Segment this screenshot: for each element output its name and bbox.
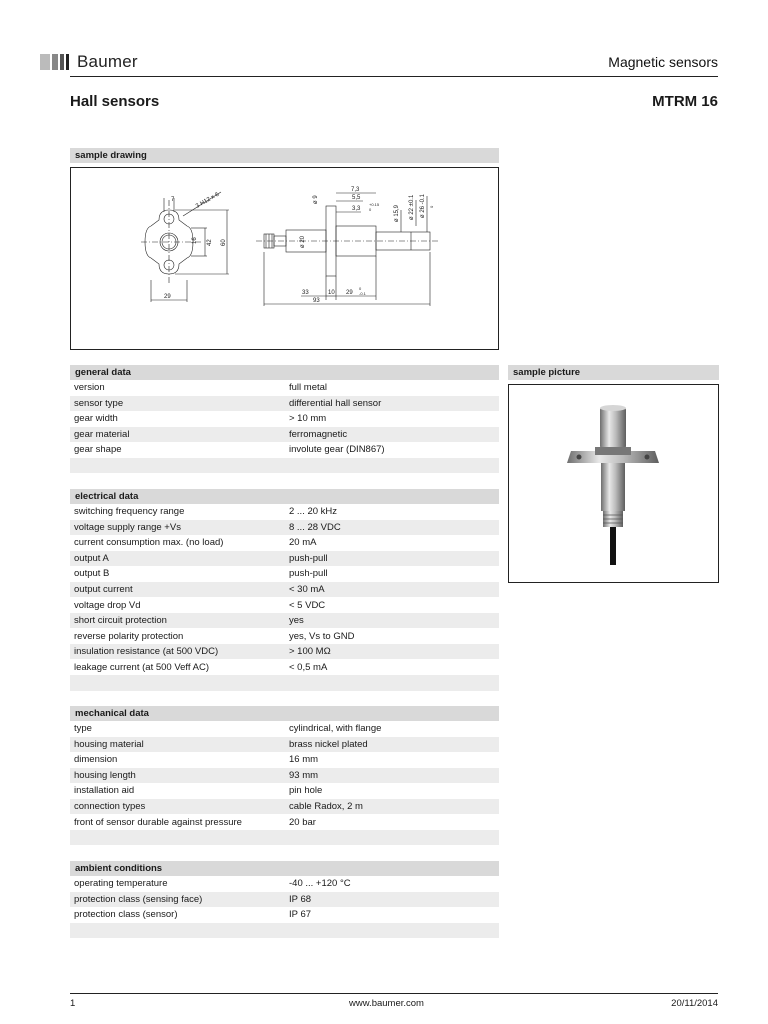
spec-label: insulation resistance (at 500 VDC)	[70, 644, 285, 660]
table-row	[70, 613, 499, 629]
document-date: 20/11/2014	[671, 998, 718, 1009]
table-row	[70, 566, 499, 582]
spec-value: 2 ... 20 kHz	[289, 506, 338, 518]
spec-label	[70, 458, 285, 474]
ambient-conditions-section	[70, 861, 499, 938]
baumer-logo	[40, 53, 138, 71]
svg-text:ø 26 -0.1: ø 26 -0.1	[420, 193, 426, 218]
spec-label	[70, 923, 285, 939]
table-row	[70, 737, 499, 753]
ambient-conditions-heading: ambient conditions	[70, 861, 499, 876]
table-row	[70, 458, 499, 474]
logo-mark-icon	[40, 54, 69, 70]
svg-text:7,3: 7,3	[351, 187, 360, 193]
svg-text:ø 22 ±0.1: ø 22 ±0.1	[409, 194, 415, 220]
svg-text:42: 42	[207, 239, 213, 246]
spec-value	[285, 675, 499, 691]
website-link[interactable]: www.baumer.com	[349, 998, 424, 1009]
spec-value: 8 ... 28 VDC	[285, 520, 499, 536]
spec-label: gear width	[74, 413, 118, 425]
spec-value: 16 mm	[289, 754, 319, 766]
ambient-conditions-table	[70, 876, 499, 938]
table-row	[70, 659, 499, 675]
spec-label: voltage supply range +Vs	[70, 520, 285, 536]
svg-text:-0.1: -0.1	[359, 291, 366, 296]
table-row	[70, 675, 499, 691]
spec-value: < 30 mA	[285, 582, 499, 598]
spec-value: > 10 mm	[289, 413, 327, 425]
table-row	[70, 411, 499, 427]
mechanical-data-heading: mechanical data	[70, 706, 499, 721]
spec-label: protection class (sensing face)	[70, 892, 285, 908]
spec-label	[70, 675, 285, 691]
electrical-data-heading: electrical data	[70, 489, 499, 504]
model-number: MTRM 16	[652, 93, 718, 110]
table-row	[70, 876, 499, 892]
table-row	[70, 628, 499, 644]
spec-label: current consumption max. (no load)	[74, 537, 224, 549]
spec-value: -40 ... +120 °C	[289, 878, 351, 890]
table-row	[70, 551, 499, 567]
spec-label: version	[74, 382, 105, 394]
spec-label: front of sensor durable against pressure	[74, 816, 242, 828]
spec-label: leakage current (at 500 Veff AC)	[74, 661, 210, 673]
svg-text:29: 29	[164, 294, 171, 300]
drawing-heading: sample drawing	[70, 148, 499, 163]
electrical-data-table	[70, 504, 499, 691]
table-row	[70, 396, 499, 412]
spec-label: operating temperature	[74, 878, 168, 890]
sensor-photo-icon	[509, 385, 718, 582]
svg-text:ø 20: ø 20	[300, 235, 306, 248]
table-row	[70, 582, 499, 598]
svg-text:5,5: 5,5	[352, 195, 361, 201]
spec-value: full metal	[289, 382, 328, 394]
svg-text:10: 10	[328, 290, 335, 296]
picture-heading: sample picture	[508, 365, 719, 380]
spec-label: gear shape	[74, 444, 122, 456]
table-row	[70, 721, 499, 737]
svg-text:93: 93	[313, 298, 320, 304]
page-number: 1	[70, 998, 76, 1009]
table-row	[70, 535, 499, 551]
table-row	[70, 814, 499, 830]
spec-label: gear material	[70, 427, 285, 443]
table-row	[70, 597, 499, 613]
spec-label: connection types	[70, 799, 285, 815]
mechanical-data-table	[70, 721, 499, 845]
spec-value: yes, Vs to GND	[289, 630, 355, 642]
spec-label: housing material	[70, 737, 285, 753]
table-row	[70, 504, 499, 520]
svg-text:7: 7	[171, 197, 175, 203]
svg-text:0: 0	[429, 205, 434, 208]
spec-label: housing length	[70, 768, 285, 784]
spec-value	[285, 458, 499, 474]
spec-label: output B	[74, 568, 110, 580]
spec-value: cylindrical, with flange	[289, 723, 382, 735]
svg-text:16: 16	[192, 237, 198, 244]
spec-value: cable Radox, 2 m	[285, 799, 499, 815]
spec-label: dimension	[74, 754, 118, 766]
header-rule	[70, 76, 718, 77]
svg-text:ø 15,9: ø 15,9	[394, 204, 400, 222]
table-row	[70, 644, 499, 660]
spec-value: 20 mA	[289, 537, 317, 549]
spec-label: switching frequency range	[74, 506, 185, 518]
spec-value: IP 67	[289, 909, 312, 921]
technical-drawing	[71, 168, 498, 349]
spec-label: type	[74, 723, 92, 735]
table-row	[70, 520, 499, 536]
table-row	[70, 752, 499, 768]
table-row	[70, 768, 499, 784]
table-row	[70, 783, 499, 799]
table-row	[70, 923, 499, 939]
spec-label: protection class (sensor)	[74, 909, 178, 921]
table-row	[70, 799, 499, 815]
svg-text:ø 9: ø 9	[313, 195, 319, 204]
mechanical-data-section	[70, 706, 499, 845]
spec-value: brass nickel plated	[285, 737, 499, 753]
spec-label: short circuit protection	[70, 613, 285, 629]
dimension-labels	[164, 187, 434, 304]
spec-label	[70, 830, 285, 846]
table-row	[70, 380, 499, 396]
spec-value: involute gear (DIN867)	[289, 444, 385, 456]
table-row	[70, 830, 499, 846]
svg-text:60: 60	[221, 239, 227, 246]
spec-value: > 100 MΩ	[285, 644, 499, 660]
svg-text:3 H12 x 6: 3 H12 x 6	[195, 191, 221, 210]
spec-value	[285, 923, 499, 939]
spec-value: ferromagnetic	[285, 427, 499, 443]
spec-label: output current	[70, 582, 285, 598]
brand-name: Baumer	[77, 52, 138, 71]
spec-value: push-pull	[285, 551, 499, 567]
spec-value: < 0,5 mA	[289, 661, 328, 673]
spec-value: 20 bar	[289, 816, 316, 828]
svg-text:29: 29	[346, 290, 353, 296]
spec-label: sensor type	[70, 396, 285, 412]
spec-value: < 5 VDC	[289, 599, 326, 611]
svg-text:0: 0	[359, 286, 362, 291]
spec-value: differential hall sensor	[285, 396, 499, 412]
table-row	[70, 427, 499, 443]
general-data-table	[70, 380, 499, 473]
page-title: Hall sensors	[70, 93, 160, 110]
general-data-section	[70, 365, 499, 473]
svg-text:33: 33	[302, 290, 309, 296]
general-data-heading: general data	[70, 365, 499, 380]
spec-value: 93 mm	[285, 768, 499, 784]
spec-value: pin hole	[289, 785, 323, 797]
spec-value: push-pull	[289, 568, 328, 580]
footer-rule	[70, 993, 718, 994]
sample-drawing	[70, 167, 499, 350]
spec-value	[285, 830, 499, 846]
spec-value: IP 68	[285, 892, 499, 908]
table-row	[70, 907, 499, 923]
svg-text:3,3: 3,3	[352, 206, 361, 212]
table-row	[70, 892, 499, 908]
flange-front-view	[141, 192, 229, 302]
spec-label: output A	[70, 551, 285, 567]
electrical-data-section	[70, 489, 499, 691]
svg-text:0: 0	[369, 207, 372, 212]
spec-label: installation aid	[74, 785, 135, 797]
product-category: Magnetic sensors	[608, 54, 718, 70]
sample-picture	[508, 384, 719, 583]
spec-label: voltage drop Vd	[74, 599, 141, 611]
spec-label: reverse polarity protection	[74, 630, 184, 642]
svg-text:+0.15: +0.15	[369, 202, 380, 207]
table-row	[70, 442, 499, 458]
spec-value: yes	[285, 613, 499, 629]
